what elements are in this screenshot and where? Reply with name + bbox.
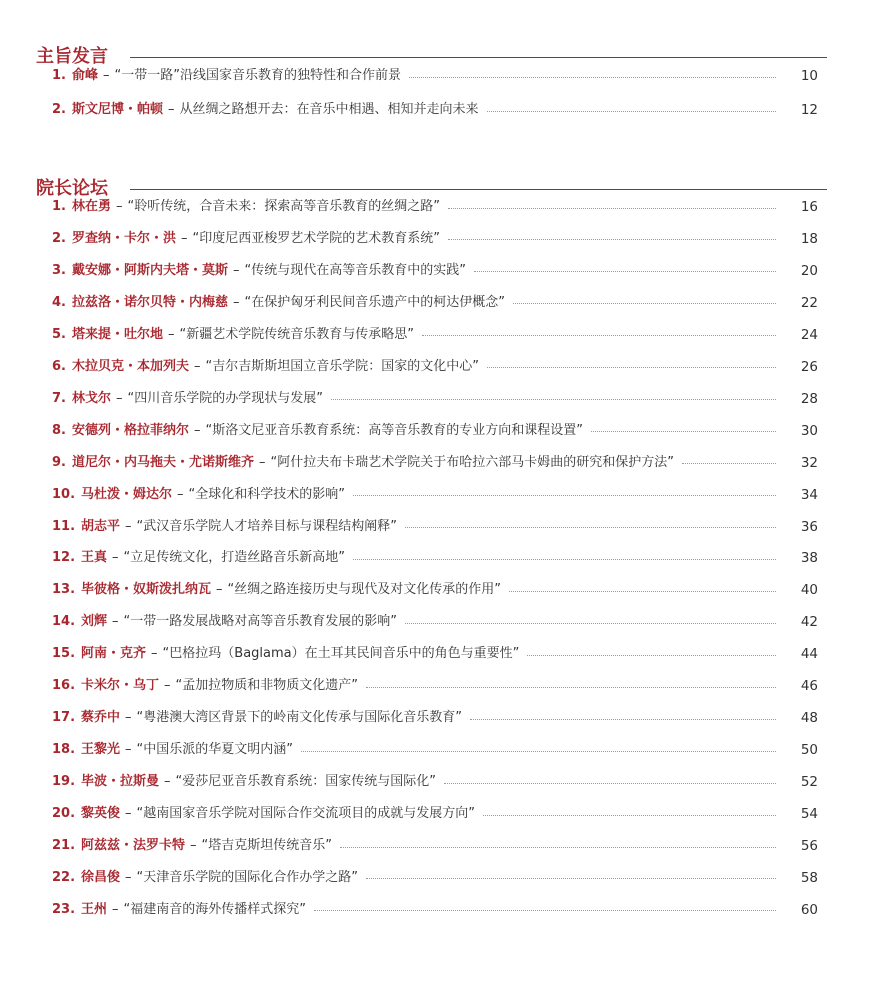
speaker-name: 林在勇 bbox=[71, 199, 111, 214]
dot-leader bbox=[448, 208, 776, 209]
speaker-name: 刘辉 bbox=[81, 614, 108, 630]
entry-separator: – bbox=[151, 646, 158, 662]
speaker-name: 塔来提・吐尔地 bbox=[71, 326, 163, 342]
speaker-name: 戴安娜・阿斯内夫塔・莫斯 bbox=[71, 262, 228, 278]
page-number: 58 bbox=[800, 869, 818, 886]
entry-number: 5. bbox=[52, 326, 66, 342]
entry-number: 13. bbox=[52, 582, 76, 598]
dot-leader bbox=[331, 399, 776, 400]
entry-separator: – bbox=[112, 901, 119, 917]
entry-number: 9. bbox=[52, 454, 66, 470]
toc-entry[interactable] bbox=[52, 356, 818, 378]
page-number: 16 bbox=[800, 199, 818, 215]
dot-leader bbox=[470, 719, 776, 720]
talk-title: “斯洛文尼亚音乐教育系统：高等音乐教育的专业方向和课程设置” bbox=[205, 422, 583, 438]
section-title: 主旨发言 bbox=[36, 46, 108, 67]
speaker-name: 王真 bbox=[81, 550, 108, 566]
toc-entry[interactable] bbox=[52, 65, 818, 87]
talk-title: “印度尼西亚梭罗艺术学院的艺术教育系统” bbox=[192, 230, 440, 246]
entry-number: 17. bbox=[52, 710, 76, 726]
entry-number: 23. bbox=[52, 901, 76, 917]
speaker-name: 阿南・克齐 bbox=[81, 646, 147, 662]
page-number: 40 bbox=[800, 582, 818, 599]
talk-title: “四川音乐学院的办学现状与发展” bbox=[127, 390, 323, 406]
toc-entry[interactable] bbox=[52, 611, 818, 633]
section-rule bbox=[130, 57, 827, 58]
page-number: 34 bbox=[800, 486, 818, 503]
toc-entry[interactable] bbox=[52, 707, 818, 729]
dot-leader bbox=[409, 77, 776, 78]
toc-entry[interactable] bbox=[52, 771, 818, 793]
page-number: 22 bbox=[800, 294, 818, 311]
dot-leader bbox=[444, 783, 776, 784]
page-number: 52 bbox=[800, 774, 818, 791]
page-number: 30 bbox=[800, 422, 818, 439]
talk-title: “天津音乐学院的国际化合作办学之路” bbox=[136, 869, 359, 885]
dot-leader bbox=[301, 751, 776, 752]
entry-separator: – bbox=[112, 550, 119, 566]
talk-title: “一带一路发展战略对高等音乐教育发展的影响” bbox=[123, 614, 398, 630]
page-number: 18 bbox=[800, 230, 818, 247]
dot-leader bbox=[527, 655, 776, 656]
page-number: 54 bbox=[800, 806, 818, 823]
toc-entry[interactable] bbox=[52, 388, 818, 410]
entry-separator: – bbox=[125, 518, 132, 534]
page-number: 46 bbox=[800, 678, 818, 695]
talk-title: “阿什拉夫布卡瑞艺术学院关于布哈拉六部马卡姆曲的研究和保护方法” bbox=[270, 454, 674, 470]
entry-separator: – bbox=[125, 710, 132, 726]
speaker-name: 阿兹兹・法罗卡特 bbox=[81, 838, 186, 853]
page-number: 42 bbox=[800, 614, 818, 631]
speaker-name: 黎英俊 bbox=[81, 806, 121, 822]
entry-separator: – bbox=[168, 326, 175, 342]
section-rule bbox=[130, 189, 827, 190]
entry-separator: – bbox=[125, 869, 132, 885]
dot-leader bbox=[682, 463, 776, 464]
dot-leader bbox=[353, 559, 776, 560]
entry-number: 4. bbox=[52, 294, 66, 310]
speaker-name: 罗查纳・卡尔・洪 bbox=[71, 230, 176, 246]
talk-title: 从丝绸之路想开去：在音乐中相遇、相知并走向未来 bbox=[179, 102, 479, 117]
talk-title: “一带一路”沿线国家音乐教育的独特性和合作前景 bbox=[114, 68, 401, 83]
page-number: 24 bbox=[800, 326, 818, 343]
entry-separator: – bbox=[164, 774, 171, 790]
dot-leader bbox=[405, 623, 776, 624]
speaker-name: 徐昌俊 bbox=[81, 869, 121, 885]
speaker-name: 卡米尔・乌丁 bbox=[81, 678, 160, 694]
entry-number: 7. bbox=[52, 390, 66, 406]
page-number: 38 bbox=[800, 550, 818, 567]
entry-separator: – bbox=[216, 582, 223, 598]
speaker-name: 拉兹洛・诺尔贝特・内梅慈 bbox=[71, 294, 228, 310]
dot-leader bbox=[405, 527, 776, 528]
page-number: 60 bbox=[800, 901, 818, 918]
toc-entry[interactable] bbox=[52, 516, 818, 538]
entry-number: 1. bbox=[52, 68, 66, 83]
entry-separator: – bbox=[168, 102, 175, 117]
talk-title: “塔吉克斯坦传统音乐” bbox=[201, 838, 333, 853]
toc-entry[interactable] bbox=[52, 739, 818, 761]
dot-leader bbox=[513, 303, 776, 304]
page-number: 26 bbox=[800, 358, 818, 375]
page-number: 20 bbox=[800, 262, 818, 279]
talk-title: “新疆艺术学院传统音乐教育与传承略思” bbox=[179, 326, 414, 342]
entry-separator: – bbox=[190, 838, 197, 853]
speaker-name: 安德列・格拉菲纳尔 bbox=[71, 422, 189, 438]
talk-title: “传统与现代在高等音乐教育中的实践” bbox=[244, 262, 466, 278]
talk-title: “全球化和科学技术的影响” bbox=[188, 486, 346, 502]
talk-title: “孟加拉物质和非物质文化遗产” bbox=[175, 678, 359, 694]
speaker-name: 毕波・拉斯曼 bbox=[81, 774, 160, 790]
entry-number: 16. bbox=[52, 678, 76, 694]
entry-separator: – bbox=[233, 294, 240, 310]
speaker-name: 林戈尔 bbox=[71, 390, 111, 406]
toc-entry[interactable] bbox=[52, 579, 818, 601]
toc-entry[interactable] bbox=[52, 803, 818, 825]
entry-separator: – bbox=[116, 199, 123, 214]
dot-leader bbox=[448, 239, 776, 240]
talk-title: “丝绸之路连接历史与现代及对文化传承的作用” bbox=[227, 582, 502, 598]
entry-separator: – bbox=[233, 262, 240, 278]
entry-separator: – bbox=[259, 454, 266, 470]
dot-leader bbox=[353, 495, 776, 496]
talk-title: “聆听传统，合音未来：探索高等音乐教育的丝绸之路” bbox=[127, 199, 440, 214]
toc-entry[interactable] bbox=[52, 899, 818, 921]
toc-entry[interactable] bbox=[52, 324, 818, 346]
toc-entry[interactable] bbox=[52, 420, 818, 442]
toc-entry[interactable] bbox=[52, 99, 818, 121]
speaker-name: 蔡乔中 bbox=[81, 710, 121, 726]
page-number: 48 bbox=[800, 710, 818, 727]
speaker-name: 胡志平 bbox=[81, 518, 121, 534]
entry-separator: – bbox=[181, 230, 188, 246]
speaker-name: 斯文尼博・帕顿 bbox=[71, 102, 163, 117]
entry-number: 22. bbox=[52, 869, 76, 885]
talk-title: “越南国家音乐学院对国际合作交流项目的成就与发展方向” bbox=[136, 806, 476, 822]
toc-entry[interactable] bbox=[52, 260, 818, 282]
dot-leader bbox=[591, 431, 776, 432]
dot-leader bbox=[366, 878, 776, 879]
toc-entry[interactable] bbox=[52, 547, 818, 569]
entry-number: 10. bbox=[52, 486, 76, 502]
speaker-name: 道尼尔・内马拖夫・尤诺斯维齐 bbox=[71, 454, 254, 470]
talk-title: “福建南音的海外传播样式探究” bbox=[123, 901, 307, 917]
speaker-name: 王黎光 bbox=[81, 742, 121, 758]
entry-separator: – bbox=[177, 486, 184, 502]
page-number: 10 bbox=[800, 68, 818, 84]
entry-separator: – bbox=[164, 678, 171, 694]
entry-separator: – bbox=[194, 358, 201, 374]
speaker-name: 木拉贝克・本加列夫 bbox=[71, 358, 189, 374]
entry-separator: – bbox=[194, 422, 201, 438]
entry-separator: – bbox=[116, 390, 123, 406]
page-number: 32 bbox=[800, 454, 818, 471]
page-number: 44 bbox=[800, 646, 818, 663]
speaker-name: 俞峰 bbox=[71, 68, 98, 83]
page-number: 36 bbox=[800, 518, 818, 535]
toc-entry[interactable] bbox=[52, 196, 818, 218]
entry-separator: – bbox=[125, 806, 132, 822]
speaker-name: 王州 bbox=[81, 901, 108, 917]
talk-title: “巴格拉玛（Baglama）在土耳其民间音乐中的角色与重要性” bbox=[162, 646, 520, 662]
talk-title: “爱莎尼亚音乐教育系统：国家传统与国际化” bbox=[175, 774, 437, 790]
speaker-name: 毕彼格・奴斯泼扎纳瓦 bbox=[81, 582, 212, 598]
entry-number: 21. bbox=[52, 838, 76, 853]
dot-leader bbox=[314, 910, 776, 911]
dot-leader bbox=[487, 111, 776, 112]
talk-title: “吉尔吉斯斯坦国立音乐学院：国家的文化中心” bbox=[205, 358, 479, 374]
entry-number: 2. bbox=[52, 230, 66, 246]
toc-section bbox=[0, 43, 884, 118]
talk-title: “粤港澳大湾区背景下的岭南文化传承与国际化音乐教育” bbox=[136, 710, 463, 726]
entry-number: 2. bbox=[52, 102, 66, 117]
dot-leader bbox=[487, 367, 776, 368]
toc-entry[interactable] bbox=[52, 835, 818, 857]
dot-leader bbox=[422, 335, 776, 336]
dot-leader bbox=[366, 687, 776, 688]
entry-separator: – bbox=[125, 742, 132, 758]
toc-entry[interactable] bbox=[52, 228, 818, 250]
entry-number: 20. bbox=[52, 806, 76, 822]
speaker-name: 马杜泼・姆达尔 bbox=[81, 486, 173, 502]
toc-entry[interactable] bbox=[52, 292, 818, 314]
entry-number: 19. bbox=[52, 774, 76, 790]
entry-number: 18. bbox=[52, 742, 76, 758]
entry-number: 11. bbox=[52, 518, 76, 534]
entry-separator: – bbox=[103, 68, 110, 83]
toc-entry[interactable] bbox=[52, 484, 818, 506]
dot-leader bbox=[474, 271, 776, 272]
entry-number: 3. bbox=[52, 262, 66, 278]
toc-entry[interactable] bbox=[52, 867, 818, 889]
page-number: 12 bbox=[800, 102, 818, 118]
entry-number: 12. bbox=[52, 550, 76, 566]
toc-entry[interactable] bbox=[52, 675, 818, 697]
dot-leader bbox=[340, 847, 776, 848]
talk-title: “中国乐派的华夏文明内涵” bbox=[136, 742, 294, 758]
toc-entry[interactable] bbox=[52, 452, 818, 474]
section-title: 院长论坛 bbox=[36, 178, 108, 199]
talk-title: “在保护匈牙利民间音乐遗产中的柯达伊概念” bbox=[244, 294, 505, 310]
entry-number: 6. bbox=[52, 358, 66, 374]
entry-number: 1. bbox=[52, 199, 66, 214]
talk-title: “武汉音乐学院人才培养目标与课程结构阐释” bbox=[136, 518, 398, 534]
dot-leader bbox=[483, 815, 776, 816]
dot-leader bbox=[509, 591, 776, 592]
page-number: 56 bbox=[800, 838, 818, 854]
toc-entry[interactable] bbox=[52, 643, 818, 665]
toc-section bbox=[0, 175, 884, 918]
page-number: 50 bbox=[800, 742, 818, 759]
entry-number: 15. bbox=[52, 646, 76, 662]
page-number: 28 bbox=[800, 390, 818, 407]
entry-number: 8. bbox=[52, 422, 66, 438]
talk-title: “立足传统文化，打造丝路音乐新高地” bbox=[123, 550, 346, 566]
entry-number: 14. bbox=[52, 614, 76, 630]
entry-separator: – bbox=[112, 614, 119, 630]
